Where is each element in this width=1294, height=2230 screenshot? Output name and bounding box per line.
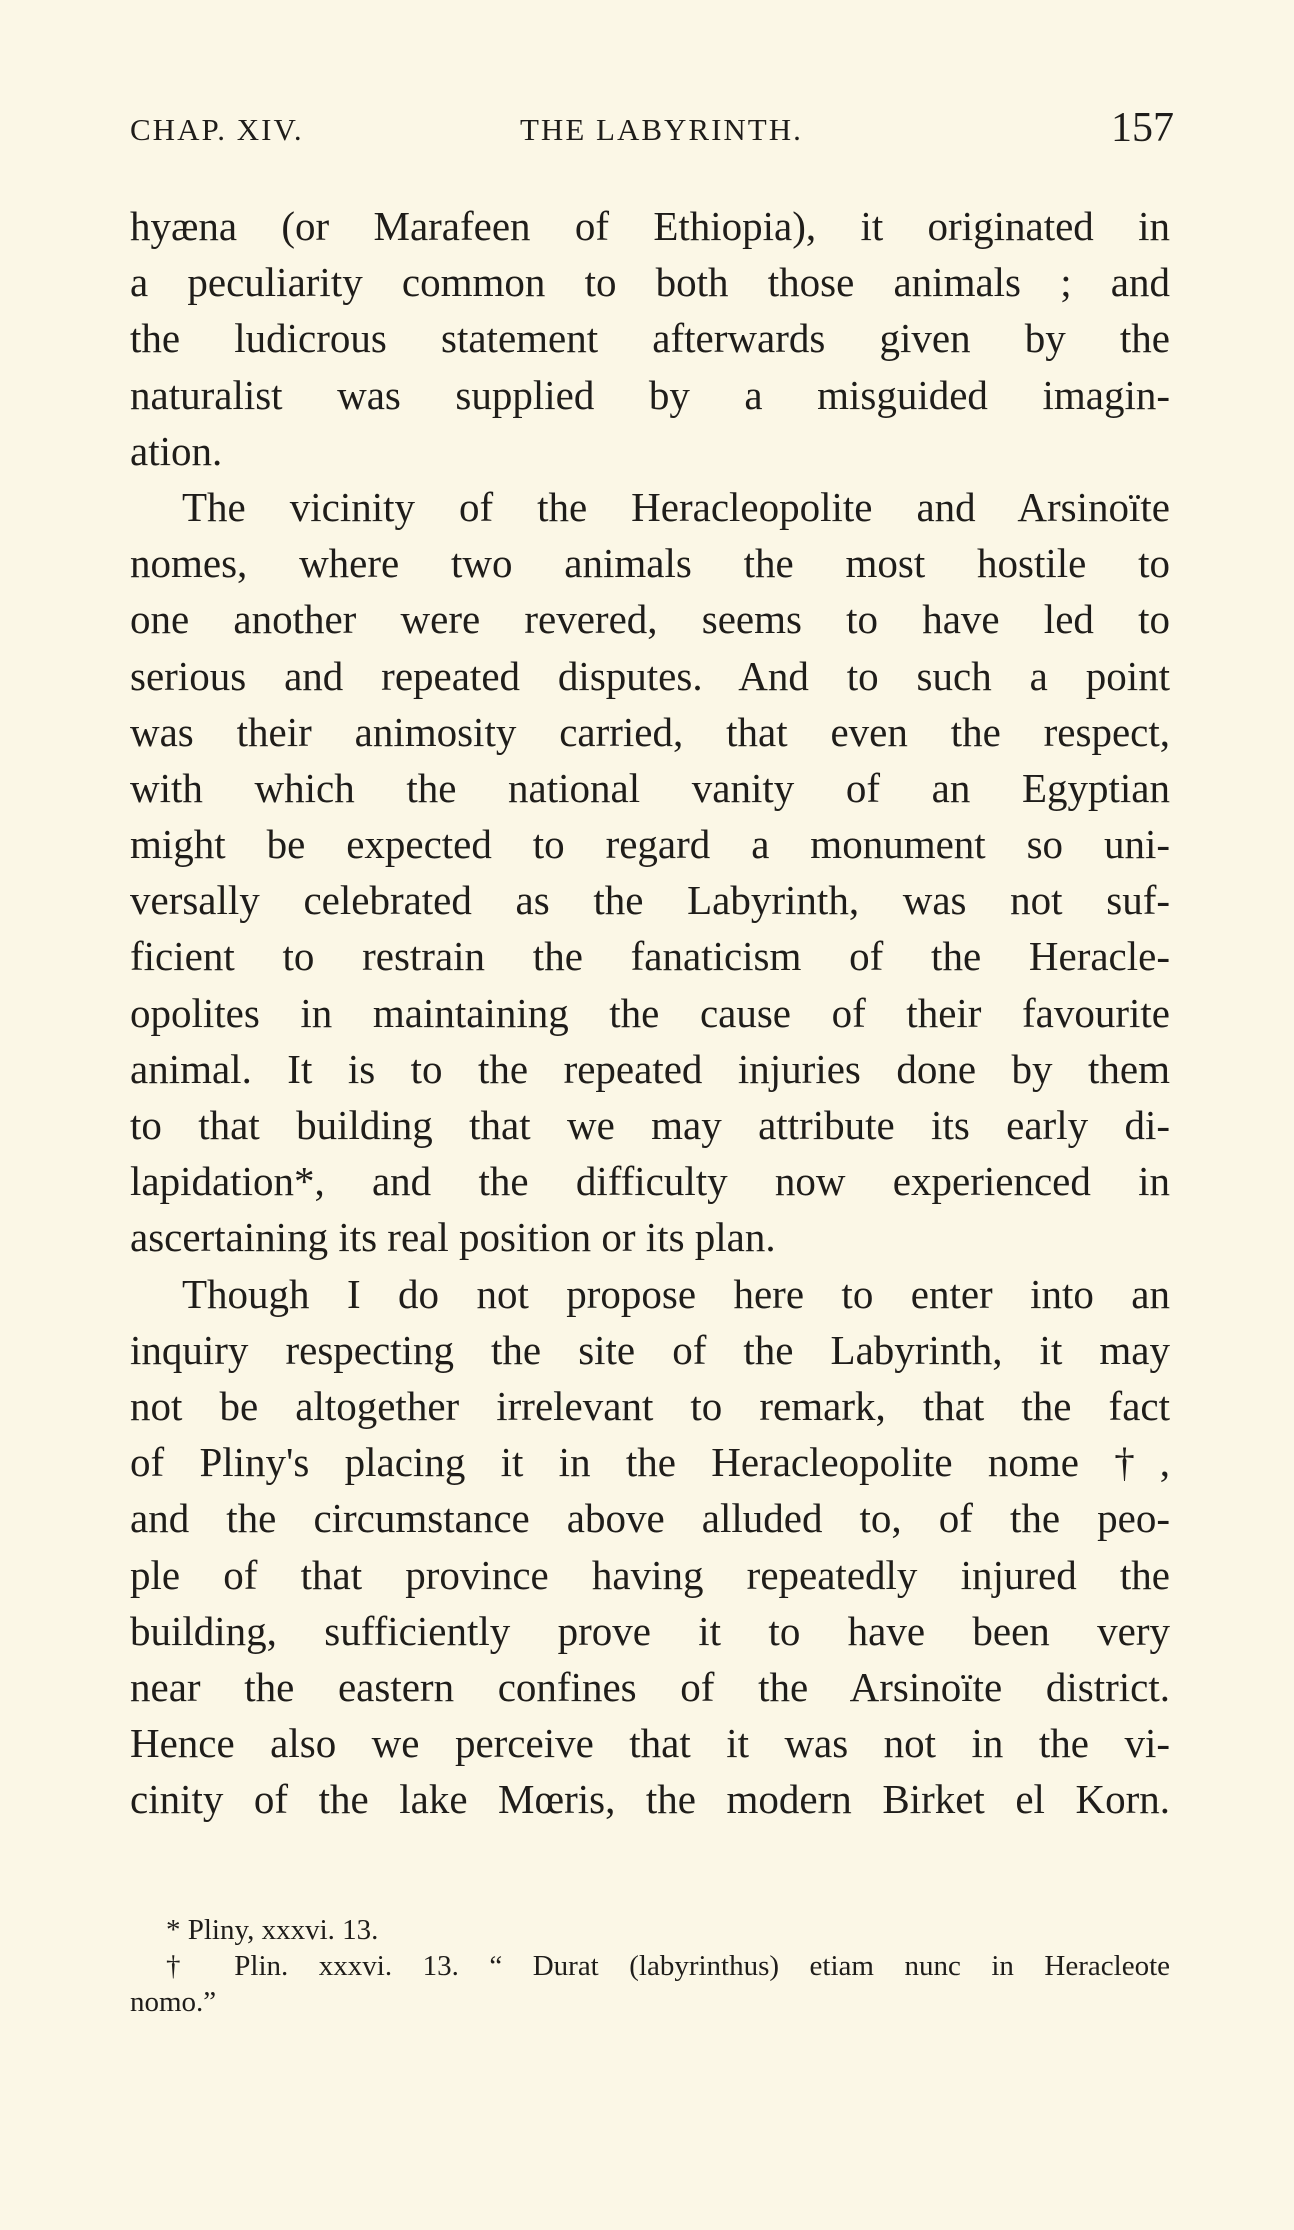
text-line: with which the national vanity of an Egyptian [130, 764, 1170, 811]
paragraph-start-line: The vicinity of the Heracleopolite and Arsinoïte [182, 483, 1170, 530]
chapter-title: THE LABYRINTH. [520, 112, 803, 147]
paragraph-start-line: Though I do not propose here to enter into an [182, 1270, 1170, 1317]
running-head [130, 104, 1174, 154]
text-line: to that building that we may attribute its early di- [130, 1102, 1170, 1148]
footnote-pliny: * Pliny, xxxvi. 13. [166, 1914, 379, 1946]
chapter-label: CHAP. XIV. [130, 112, 304, 147]
text-line: serious and repeated disputes. And to such a point [130, 652, 1170, 699]
text-line: not be altogether irrelevant to remark, that the fact [130, 1382, 1170, 1429]
footnote-plin-line1: † Plin. xxxvi. 13. “ Durat (labyrinthus) etiam nunc in Heracleote [166, 1950, 1170, 1982]
text-line: might be expected to regard a monument so uni- [130, 821, 1170, 868]
text-line: nomes, where two animals the most hostile to [130, 540, 1170, 587]
text-line: and the circumstance above alluded to, of the peo- [130, 1495, 1170, 1542]
text-line: lapidation*, and the difficulty now experienced in [130, 1158, 1170, 1205]
body-text [130, 198, 1170, 1827]
text-line: naturalist was supplied by a misguided imagin- [130, 371, 1170, 418]
text-line: inquiry respecting the site of the Labyrinth, it may [130, 1326, 1170, 1373]
text-line: was their animosity carried, that even the respect, [130, 708, 1170, 755]
page-number: 157 [1111, 105, 1174, 151]
footnote-plin-line2: nomo.” [130, 1986, 217, 2018]
text-line: cinity of the lake Mœris, the modern Birket el Korn. [130, 1776, 1170, 1823]
text-line: opolites in maintaining the cause of their favourite [130, 989, 1170, 1036]
text-line: ascertaining its real position or its plan. [130, 1214, 776, 1261]
text-line: ple of that province having repeatedly injured the [130, 1551, 1170, 1598]
text-line: Hence also we perceive that it was not in the vi- [130, 1720, 1170, 1767]
text-line: hyæna (or Marafeen of Ethiopia), it originated in [130, 203, 1170, 249]
text-line: the ludicrous statement afterwards given by the [130, 315, 1170, 362]
text-line: of Pliny's placing it in the Heracleopolite nome †, [130, 1439, 1170, 1486]
text-line: animal. It is to the repeated injuries done by them [130, 1045, 1170, 1092]
text-line: ficient to restrain the fanaticism of the Heracle- [130, 933, 1170, 980]
text-line: building, sufficiently prove it to have been very [130, 1607, 1170, 1654]
footnotes [130, 1912, 1170, 2020]
text-line: ation. [130, 427, 223, 474]
text-line: versally celebrated as the Labyrinth, was not suf- [130, 877, 1170, 924]
text-line: one another were revered, seems to have led to [130, 596, 1170, 643]
text-line: near the eastern confines of the Arsinoïte district. [130, 1663, 1170, 1710]
text-line: a peculiarity common to both those animals ; and [130, 259, 1170, 306]
